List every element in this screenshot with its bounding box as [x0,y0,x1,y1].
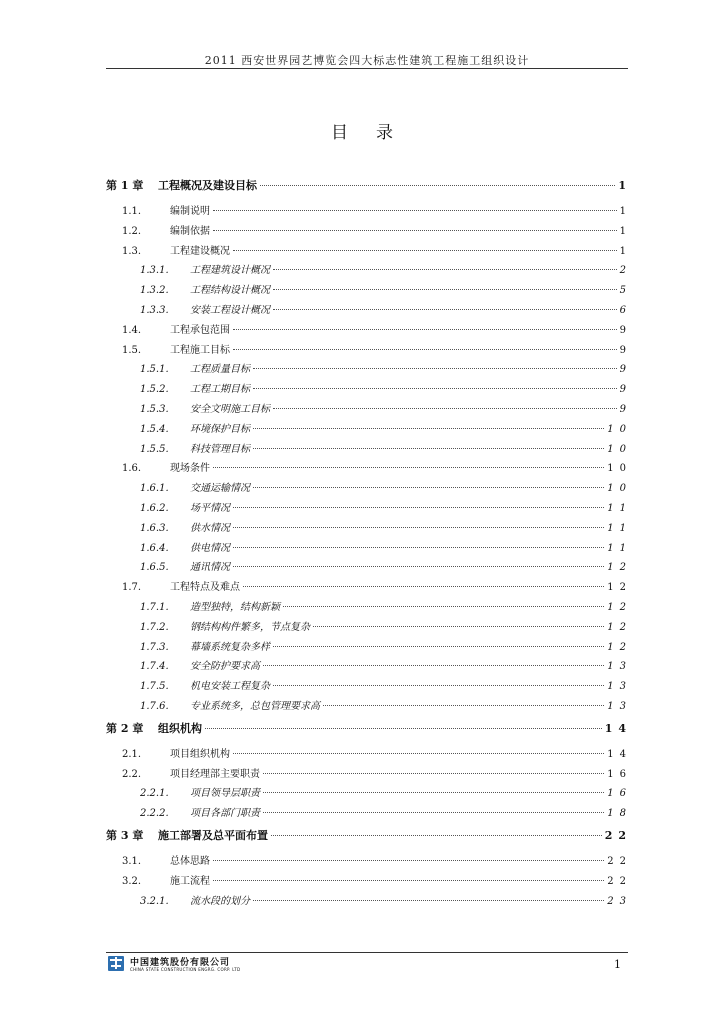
toc-entry-number: 1.5.1. [140,364,169,376]
toc-entry[interactable] [106,539,632,559]
toc-entry-label: 编制说明 [170,206,210,217]
toc-leader-dots [213,860,604,861]
toc-leader-dots [263,665,604,666]
toc-entry-page: 10 [607,483,632,495]
toc-entry[interactable] [106,519,632,539]
toc-entry-label: 流水段的划分 [190,895,250,907]
toc-leader-dots [273,289,617,290]
toc-leader-dots [233,753,604,754]
toc-entry-number: 1.6.2. [140,502,169,514]
toc-entry[interactable] [106,499,632,519]
toc-entry[interactable] [106,745,632,765]
toc-entry[interactable] [106,784,632,804]
toc-entry[interactable] [106,360,632,380]
toc-entry[interactable] [106,420,632,440]
toc-entry-label: 造型独特，结构新颖 [190,601,280,613]
toc-entry-label: 供电情况 [190,542,230,554]
toc-entry-number: 1.3.3. [140,304,169,316]
running-header: 2011 西安世界园艺博览会四大标志性建筑工程施工组织设计 [204,54,530,67]
toc-leader-dots [253,428,604,429]
toc-leader-dots [313,626,604,627]
toc-entry-page: 13 [607,700,632,712]
toc-entry-label: 机电安装工程复杂 [190,681,270,693]
toc-leader-dots [253,448,604,449]
toc-entry-page: 10 [607,423,632,435]
toc-entry[interactable] [106,459,632,479]
toc-entry-page: 12 [607,582,632,594]
toc-entry-label: 科技管理目标 [190,443,250,455]
toc-entry-number: 1.7.4. [140,661,169,673]
toc-entry-page: 13 [607,661,632,673]
toc-entry-label: 工程建设概况 [170,245,230,257]
toc-leader-dots [233,507,604,508]
toc-entry-page: 16 [607,788,632,800]
toc-entry-number: 1.5.3. [140,403,169,415]
toc-entry-number: 1.5.5. [140,443,169,455]
toc-entry[interactable] [106,657,632,677]
toc-entry[interactable] [106,827,632,847]
toc-entry-label: 工程承包范围 [170,324,230,336]
toc-entry-page: 6 [619,304,632,316]
toc-entry[interactable] [106,281,632,301]
toc-entry-page: 1 [619,206,632,217]
toc-leader-dots [233,349,617,350]
toc-entry[interactable] [106,479,632,499]
toc-leader-dots [213,880,604,881]
toc-entry-page: 14 [604,721,632,735]
toc-entry-page: 9 [619,344,632,356]
toc-leader-dots [273,309,617,310]
toc-entry-page: 9 [619,384,632,396]
toc-entry[interactable] [106,242,632,262]
toc-entry-number: 1.3. [122,245,142,257]
toc-entry-number: 1.1. [122,206,142,217]
toc-entry-number: 1.7.5. [140,681,169,693]
toc-entry-label: 组织机构 [158,721,202,735]
header-divider [106,68,628,69]
toc-entry-number: 1.3.1. [140,265,169,277]
toc-leader-dots [213,230,617,231]
toc-leader-dots [253,487,604,488]
footer-divider [106,952,628,953]
toc-entry-label: 工程概况及建设目标 [158,179,257,192]
toc-leader-dots [253,900,604,901]
toc-entry[interactable] [106,720,632,740]
toc-entry[interactable] [106,202,632,222]
toc-entry-page: 12 [607,562,632,574]
toc-entry[interactable] [106,872,632,892]
toc-entry-number: 1.6.4. [140,542,169,554]
toc-entry[interactable] [106,341,632,361]
toc-entry-label: 施工流程 [170,875,210,887]
toc-entry-page: 11 [607,542,632,554]
toc-entry-number: 第 1 章 [106,179,144,192]
toc-entry[interactable] [106,400,632,420]
toc-entry-number: 1.4. [122,324,142,336]
toc-entry-page: 1 [618,179,632,192]
toc-entry-number: 2.2.1. [140,788,169,800]
toc-leader-dots [243,586,604,587]
toc-leader-dots [233,547,604,548]
toc-entry-label: 环境保护目标 [190,423,250,435]
company-name-cn: 中国建筑股份有限公司 [130,958,231,968]
toc-entry-label: 项目组织机构 [170,748,230,760]
toc-entry[interactable] [106,578,632,598]
toc-entry-page: 1 [619,225,632,237]
toc-entry-label: 项目经理部主要职责 [170,768,260,780]
toc-entry-label: 工程特点及难点 [170,582,240,594]
toc-entry-number: 1.7.3. [140,641,169,653]
toc-entry-number: 第 2 章 [106,721,144,735]
toc-entry-number: 3.2. [122,875,142,887]
toc-entry[interactable] [106,301,632,321]
toc-leader-dots [205,728,602,729]
page-title: 目录 [331,123,421,143]
company-logo-icon [108,956,124,971]
toc-leader-dots [233,329,617,330]
toc-leader-dots [233,566,604,567]
toc-leader-dots [263,792,604,793]
toc-entry-label: 专业系统多，总包管理要求高 [190,700,320,712]
toc-entry-label: 通讯情况 [190,562,230,574]
toc-entry-number: 1.6. [122,463,142,475]
toc-entry[interactable] [106,697,632,717]
toc-entry-page: 11 [607,502,632,514]
toc-entry-number: 1.6.1. [140,483,169,495]
toc-entry-page: 10 [607,463,632,475]
toc-entry-page: 9 [619,364,632,376]
toc-entry-page: 16 [607,768,632,780]
toc-leader-dots [323,705,604,706]
toc-leader-dots [273,269,617,270]
toc-entry[interactable] [106,804,632,824]
toc-leader-dots [273,646,604,647]
toc-entry-page: 1 [619,245,632,257]
toc-entry[interactable] [106,261,632,281]
toc-entry-label: 现场条件 [170,463,210,475]
toc-entry-label: 场平情况 [190,502,230,514]
toc-leader-dots [263,812,604,813]
toc-leader-dots [253,388,617,389]
toc-leader-dots [253,368,617,369]
toc-entry-page: 11 [607,522,632,534]
toc-entry[interactable] [106,321,632,341]
toc-entry[interactable] [106,440,632,460]
toc-entry-page: 5 [619,285,632,297]
toc-entry[interactable] [106,598,632,618]
toc-entry-label: 施工部署及总平面布置 [158,828,268,842]
toc-leader-dots [271,835,602,836]
toc-entry[interactable] [106,380,632,400]
toc-leader-dots [233,250,617,251]
toc-entry-page: 22 [604,828,632,842]
toc-entry-page: 13 [607,681,632,693]
toc-entry-label: 钢结构构件繁多，节点复杂 [190,621,310,633]
toc-entry-label: 交通运输情况 [190,483,250,495]
toc-leader-dots [213,467,604,468]
toc-entry-number: 1.7.6. [140,700,169,712]
toc-entry-page: 12 [607,621,632,633]
toc-entry-number: 2.2.2. [140,808,169,820]
toc-entry-page: 18 [607,808,632,820]
toc-leader-dots [260,185,615,186]
toc-entry-number: 3.2.1. [140,895,169,907]
toc-leader-dots [213,210,617,211]
toc-entry-page: 22 [607,875,632,887]
toc-leader-dots [233,527,604,528]
toc-entry-label: 项目各部门职责 [190,808,260,820]
toc-leader-dots [273,408,617,409]
company-name-en: CHINA STATE CONSTRUCTION ENGRG. CORP. LTD [130,967,241,972]
toc-entry-page: 10 [607,443,632,455]
toc-entry-number: 3.1. [122,855,142,867]
toc-entry-label: 工程工期目标 [190,384,250,396]
toc-entry[interactable] [106,765,632,785]
toc-entry[interactable] [106,558,632,578]
toc-leader-dots [273,685,604,686]
toc-entry-page: 12 [607,601,632,613]
toc-entry-number: 1.2. [122,225,142,237]
toc-entry-number: 2.1. [122,748,142,760]
toc-entry-page: 23 [607,895,632,907]
toc-entry-label: 安全文明施工目标 [190,403,270,415]
toc-entry[interactable] [106,852,632,872]
toc-entry-page: 14 [607,748,632,760]
toc-entry[interactable] [106,177,632,197]
toc-entry-page: 9 [619,324,632,336]
toc-entry-page: 9 [619,403,632,415]
toc-entry-label: 编制依据 [170,225,210,237]
toc-entry[interactable] [106,677,632,697]
toc-entry-number: 1.3.2. [140,285,169,297]
toc-entry[interactable] [106,638,632,658]
toc-entry-label: 供水情况 [190,522,230,534]
toc-entry-number: 1.5.4. [140,423,169,435]
toc-leader-dots [263,773,604,774]
toc-entry-page: 22 [607,855,632,867]
toc-entry-label: 工程施工目标 [170,344,230,356]
toc-entry-page: 12 [607,641,632,653]
toc-entry-label: 安全防护要求高 [190,661,260,673]
toc-entry[interactable] [106,222,632,242]
toc-entry-label: 工程建筑设计概况 [190,265,270,277]
toc-entry-label: 幕墙系统复杂多样 [190,641,270,653]
toc-entry[interactable] [106,892,632,912]
toc-entry-number: 第 3 章 [106,828,144,842]
toc-entry-number: 1.6.3. [140,522,169,534]
toc-entry-number: 1.7.2. [140,621,169,633]
toc-entry-number: 1.7. [122,582,142,594]
toc-entry[interactable] [106,618,632,638]
toc-entry-number: 2.2. [122,768,142,780]
page-number: 1 [614,958,621,971]
toc-entry-number: 1.5.2. [140,384,169,396]
table-of-contents [106,174,632,911]
toc-entry-number: 1.7.1. [140,601,169,613]
toc-entry-page: 2 [619,265,632,277]
toc-entry-label: 总体思路 [170,855,210,867]
toc-leader-dots [283,606,604,607]
toc-entry-number: 1.5. [122,344,142,356]
toc-entry-label: 工程质量目标 [190,364,250,376]
toc-entry-number: 1.6.5. [140,562,169,574]
toc-entry-label: 工程结构设计概况 [190,285,270,297]
toc-entry-label: 项目领导层职责 [190,788,260,800]
toc-entry-label: 安装工程设计概况 [190,304,270,316]
